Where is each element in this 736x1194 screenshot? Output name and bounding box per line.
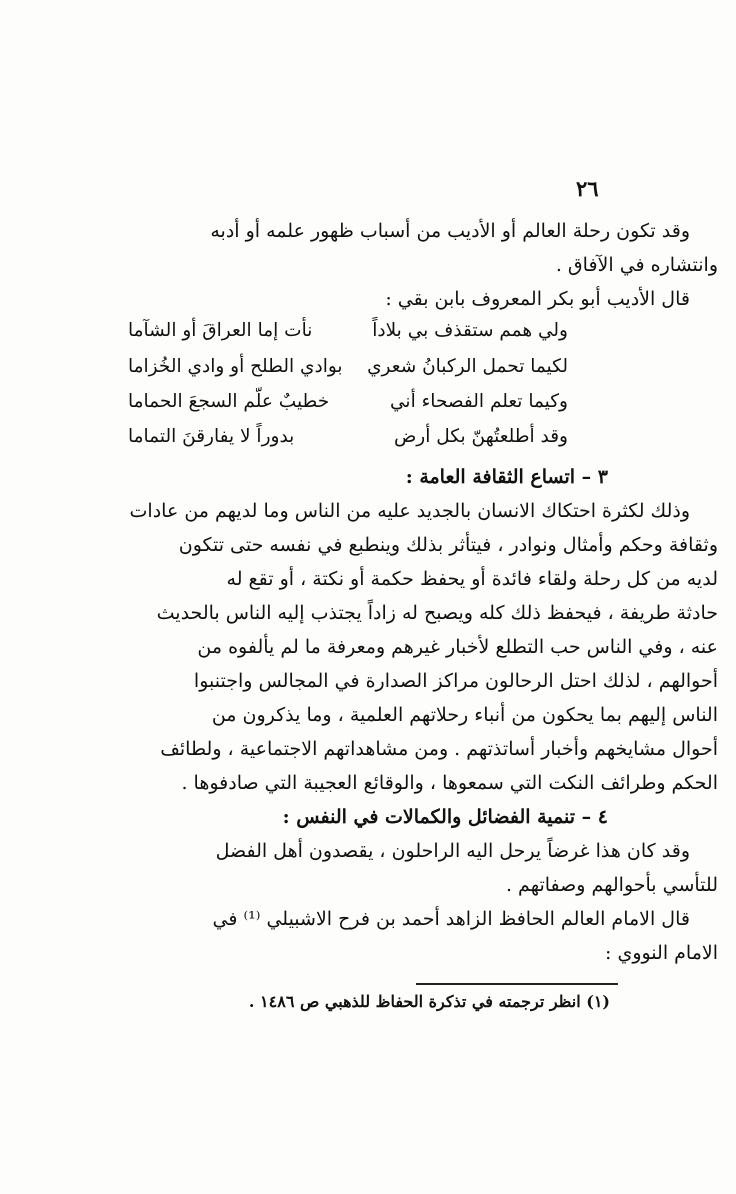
verse-second-hemistich: بدوراً لا يفارقنَ التماما [128, 426, 295, 447]
verse-first-hemistich: ولي همم ستقذف بي بلاداً [372, 320, 568, 341]
verse-second-hemistich: خطيبٌ علّم السجعَ الحماما [128, 391, 330, 412]
paragraph-line: أحوال مشايخهم وأخبار أساتذتهم . ومن مشاهداتهم الاجتماعية ، ولطائف [160, 738, 718, 760]
paragraph-line: لديه من كل رحلة ولقاء فائدة أو يحفظ حكمة أو نكتة ، أو تقع له [226, 568, 718, 590]
paragraph-line: قال الامام العالم الحافظ الزاهد أحمد بن فرح الاشبيلي ⁽¹⁾ في [212, 908, 690, 930]
paragraph-line: الناس إليهم بما يحكون من أنباء رحلاتهم العلمية ، وما يذكرون من [211, 704, 718, 726]
quote-attribution: قال الأديب أبو بكر المعروف بابن بقي : [385, 288, 690, 310]
paragraph-line: الحكم وطرائف النكت التي سمعوها ، والوقائع العجيبة التي صادفوها . [181, 772, 718, 794]
section-heading: ٤ – تنمية الفضائل والكمالات في النفس : [282, 806, 608, 828]
verse-first-hemistich: لكيما تحمل الركبانُ شعري [367, 356, 568, 377]
paragraph-line: للتأسي بأحوالهم وصفاتهم . [505, 874, 718, 896]
paragraph-line: أحوالهم ، لذلك احتل الرحالون مراكز الصدارة في المجالس واجتنبوا [193, 670, 718, 692]
paragraph-line: وقد كان هذا غرضاً يرحل اليه الراحلون ، يقصدون أهل الفضل [215, 840, 690, 862]
section-4 [92, 800, 718, 970]
verse-second-hemistich: بوادي الطلح أو وادي الخُزاما [128, 356, 343, 377]
intro-paragraph [92, 214, 718, 316]
intro-line: وانتشاره في الآفاق . [555, 254, 718, 276]
paragraph-line: حادثة طريفة ، فيحفظ ذلك كله ويصبح له زاداً يجتذب إليه الناس بالحديث [156, 602, 718, 624]
page-number: ٢٦ [576, 176, 599, 201]
section-3 [92, 460, 718, 800]
verse-second-hemistich: نأت إما العراقَ أو الشآما [128, 320, 313, 341]
paragraph-line: عنه ، وفي الناس حب التطلع لأخبار غيرهم ومعرفة ما لم يألفوه من [197, 636, 718, 658]
paragraph-line: الامام النووي : [605, 942, 718, 964]
paragraph-line: وذلك لكثرة احتكاك الانسان بالجديد عليه من الناس وما لديهم من عادات [129, 500, 690, 522]
verse-first-hemistich: وقد أطلعتُهنّ بكل أرض [393, 426, 568, 447]
verse-first-hemistich: وكيما تعلم الفصحاء أني [390, 391, 568, 412]
footnote-divider [416, 983, 618, 985]
intro-line: وقد تكون رحلة العالم أو الأديب من أسباب ظهور علمه أو أدبه [210, 220, 690, 242]
footnote: (١) انظر ترجمته في تذكرة الحفاظ للذهبي ص ١٤٨٦ . [248, 992, 610, 1011]
section-heading: ٣ – اتساع الثقافة العامة : [405, 466, 608, 488]
paragraph-line: وثقافة وحكم وأمثال ونوادر ، فيتأثر بذلك وينطبع في نفسه حتى تتكون [178, 534, 718, 556]
